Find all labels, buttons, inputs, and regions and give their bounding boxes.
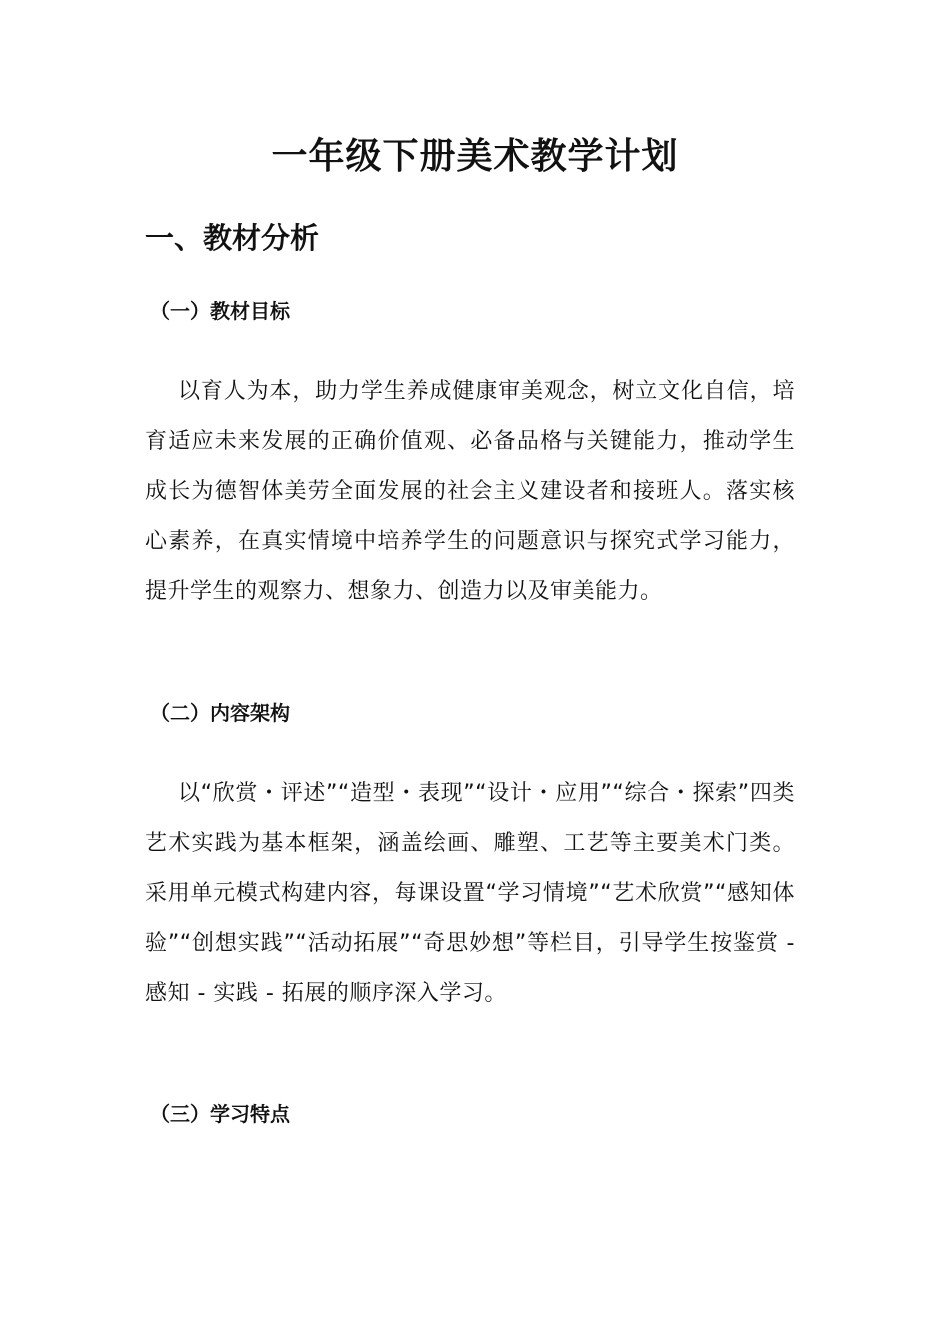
paragraph-textbook-goals: 以育人为本，助力学生养成健康审美观念，树立文化自信，培育适应未来发展的正确价值观、必备品格与关键能力，推动学生成长为德智体美劳全面发展的社会主义建设者和接班人。落实核心素养，在真实情境中培养学生的问题意识与探究式学习能力，提升学生的观察力、想象力、创造力以及审美能力。	[145, 379, 795, 604]
paragraph-content-structure: 以“欣赏・评述”“造型・表现”“设计・应用”“综合・探索”四类艺术实践为基本框架，涵盖绘画、雕塑、工艺等主要美术门类。采用单元模式构建内容，每课设置“学习情境”“艺术欣赏”“感知体验”“创想实践”“活动拓展”“奇思妙想”等栏目，引导学生按鉴赏 - 感知 - 实践 - 拓展的顺序深入学习。	[145, 781, 795, 1006]
subsection-heading-textbook-goals: （一）教材目标	[150, 299, 290, 323]
subsection-heading-learning-features: （三）学习特点	[150, 1102, 290, 1126]
document-title: 一年级下册美术教学计划	[271, 135, 679, 177]
section-heading-textbook-analysis: 一、教材分析	[145, 221, 320, 255]
subsection-heading-content-structure: （二）内容架构	[150, 701, 290, 725]
